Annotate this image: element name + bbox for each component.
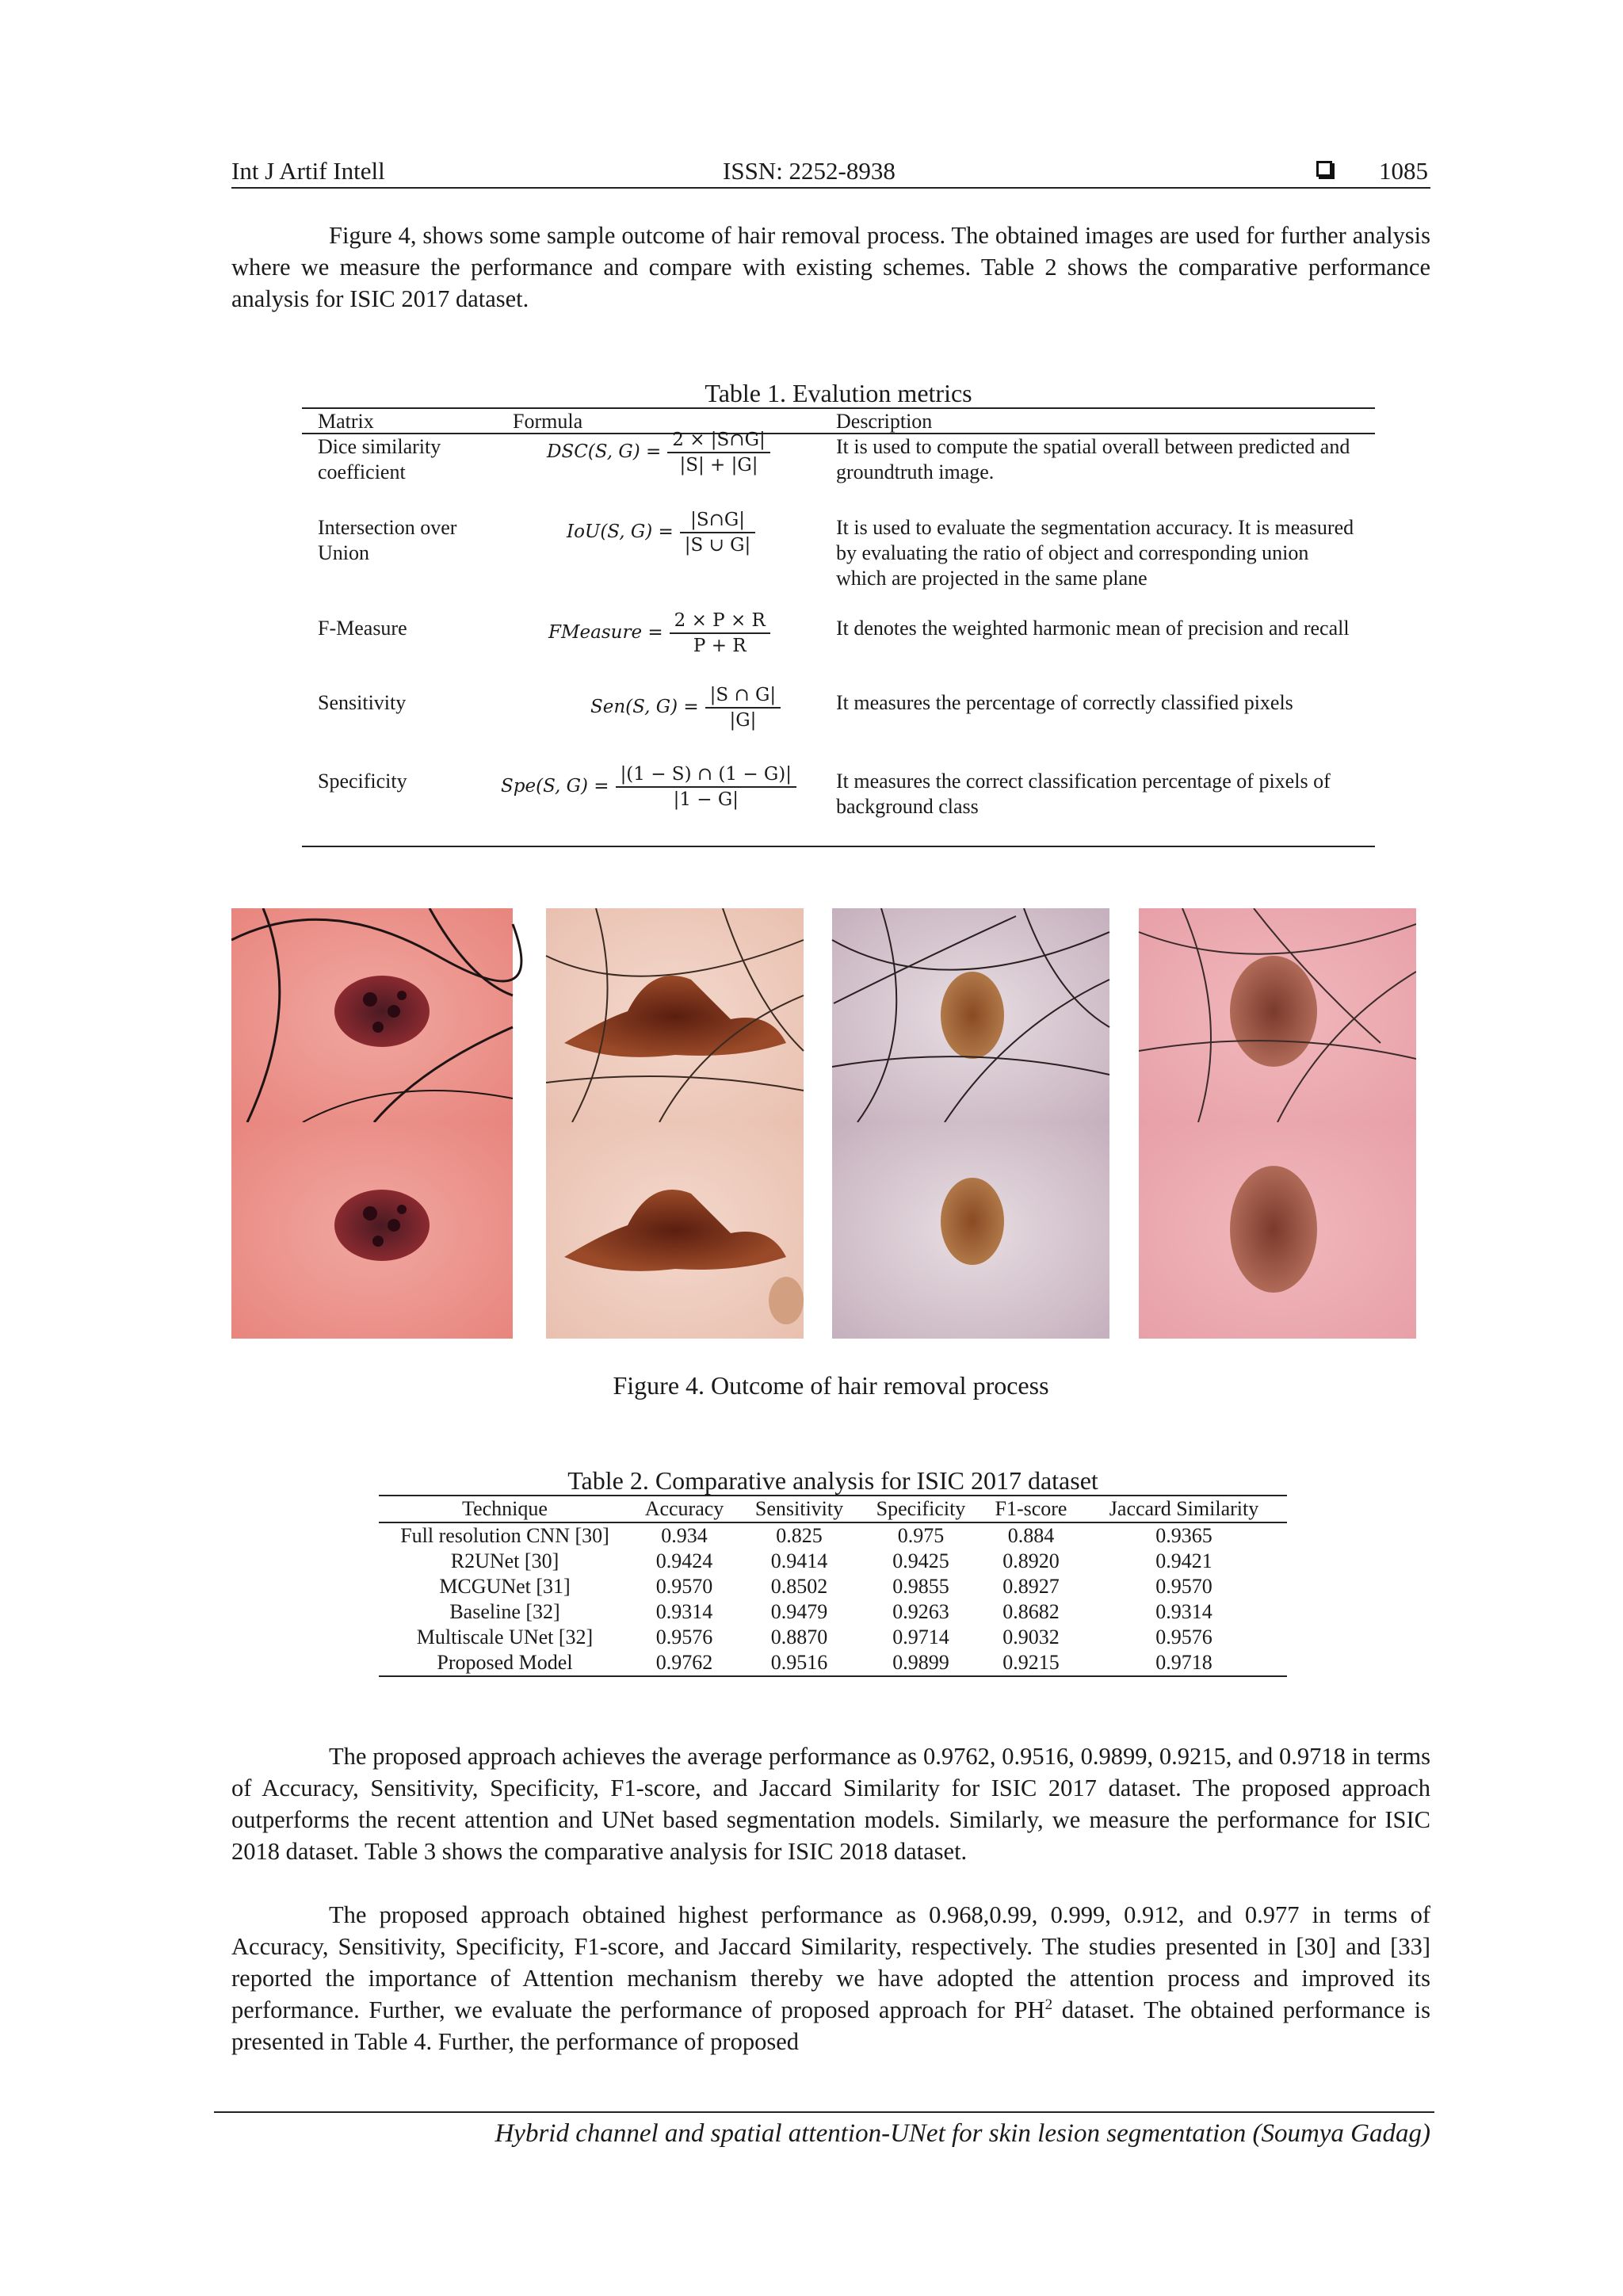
cell: 0.9576 [655,1626,713,1648]
cell: 0.9576 [1155,1626,1212,1648]
cell: 0.8927 [1002,1575,1060,1598]
denominator: |S ∪ G| [684,535,751,556]
superscript: 2 [1044,1996,1053,2013]
fraction [616,764,796,810]
denominator: P + R [693,636,747,656]
figure4-caption: Figure 4. Outcome of hair removal process [613,1371,1049,1400]
journal-name: Int J Artif Intell [231,157,385,185]
cell: 0.9855 [892,1575,949,1598]
metric-name-cont: Union [318,541,369,564]
lesion-3-with-hair [832,908,1109,1122]
fmeasure-formula [548,610,770,656]
lesion-3-hair-removed [832,1122,1109,1339]
metric-description: It is used to compute the spatial overall between predicted and groundtruth image. [836,435,1350,483]
cell: R2UNet [30] [450,1549,559,1572]
cell: 0.975 [897,1524,945,1547]
table1-header-description: Description [836,410,933,433]
fraction [667,430,769,476]
cell: 0.884 [1007,1524,1055,1547]
intro-text: Figure 4, shows some sample outcome of hair removal process. The obtained images are used for further analysis where we measure the performance and compare with existing schemes. Table 2 shows the comparative performance analysis for ISIC 2017 dataset. [231,222,1430,312]
dsc-formula [547,430,770,476]
table-row [379,1574,1287,1599]
metric-description: It denotes the weighted harmonic mean of precision and recall [836,617,1350,640]
lesion-4-with-hair [1139,908,1416,1122]
table-row [379,1599,1287,1625]
results-paragraph-2 [231,1899,1430,2057]
cell: 0.9479 [770,1600,828,1623]
cell: 0.9714 [892,1626,949,1648]
cell: 0.9570 [655,1575,713,1598]
metric-description: It measures the correct classification percentage of pixels of background class [836,770,1331,818]
paragraph-text: The proposed approach achieves the average performance as 0.9762, 0.9516, 0.9899, 0.9215, and 0.9718 in terms of Accuracy, Sensitivity, Specificity, F1-score, and Jaccard Similarity for ISIC 2017 dataset. The proposed approach outperforms the recent attention and UNet based segmentation models. Similarly, we measure the performance for ISIC 2018 dataset. Table 3 shows the comparative analysis for ISIC 2018 dataset. [231,1743,1430,1865]
fraction [680,510,756,556]
issn: ISSN: 2252-8938 [723,157,896,185]
metric-name: Specificity [318,770,407,793]
cell: 0.9032 [1002,1626,1060,1648]
table1-row [318,515,456,566]
cell: 0.9365 [1155,1524,1212,1547]
lesion-4-hair-removed [1139,1122,1416,1339]
cell: Full resolution CNN [30] [400,1524,609,1547]
numerator: 2 × |S∩G| [667,430,769,453]
fraction [705,685,781,731]
cell: 0.9421 [1155,1549,1212,1572]
metric-name-cont: coefficient [318,460,406,483]
lesion-1-with-hair [231,908,521,1122]
cell: Multiscale UNet [32] [416,1626,594,1648]
table1-bottom-rule [302,846,1375,847]
lesion-1-hair-removed [231,1122,513,1339]
formula-lhs: FMeasure = [548,622,663,643]
metric-description: It is used to evaluate the segmentation accuracy. It is measured by evaluating the ratio of object and corresponding union which are projected in the same plane [836,516,1354,590]
table-row [379,1650,1287,1676]
column-header: Sensitivity [738,1496,861,1522]
table1-row [318,616,407,641]
cell: 0.9718 [1081,1650,1287,1676]
cell: 0.9516 [738,1650,861,1676]
column-header: Specificity [861,1496,981,1522]
column-header: Jaccard Similarity [1081,1496,1287,1522]
denominator: |S| + |G| [679,455,758,476]
iou-formula [567,510,755,556]
paragraph-text-cont: dataset. The obtained performance is presented in Table 4. Further, the performance of proposed [231,1996,1430,2055]
table1-row [318,434,441,485]
numerator: |S ∩ G| [705,685,781,709]
table2-caption: Table 2. Comparative analysis for ISIC 2017 dataset [567,1466,1098,1495]
cell: 0.9424 [655,1549,713,1572]
numerator: 2 × P × R [670,610,770,634]
numerator: |S∩G| [680,510,756,533]
formula-lhs: DSC(S, G) = [547,441,662,462]
cell: 0.9263 [892,1600,949,1623]
cell: 0.9314 [1155,1600,1212,1623]
specificity-formula [501,764,796,810]
cell: Proposed Model [379,1650,631,1676]
metric-name: Sensitivity [318,691,407,714]
numerator: |(1 − S) ∩ (1 − G)| [616,764,796,788]
denominator: |1 − G| [673,789,739,810]
cell: Baseline [32] [449,1600,560,1623]
running-footer: Hybrid channel and spatial attention-UNet for skin lesion segmentation (Soumya Gadag) [495,2119,1430,2148]
cell: 0.8920 [1002,1549,1060,1572]
fraction [670,610,770,656]
table1-header-formula: Formula [513,410,583,433]
cell: 0.8870 [770,1626,828,1648]
cell: 0.934 [661,1524,708,1547]
table-row [379,1522,1287,1549]
column-header: Accuracy [631,1496,738,1522]
cell: 0.9899 [861,1650,981,1676]
cell: 0.825 [776,1524,823,1547]
metric-name: Dice similarity [318,435,441,458]
column-header: Technique [379,1496,631,1522]
cell: 0.9570 [1155,1575,1212,1598]
formula-lhs: IoU(S, G) = [567,521,674,542]
figure4-image-grid [231,908,1416,1339]
sensitivity-formula [590,685,781,731]
table2-header-row [379,1496,1287,1522]
formula-lhs: Spe(S, G) = [501,776,609,797]
table-row [379,1625,1287,1650]
figure-4 [231,908,1416,1339]
table1-header-matrix: Matrix [318,410,374,433]
cell: 0.9414 [770,1549,828,1572]
table2 [379,1495,1287,1677]
cell: 0.8502 [770,1575,828,1598]
table-row [379,1549,1287,1574]
footer-rule [214,2111,1434,2113]
cell: MCGUNet [31] [439,1575,571,1598]
lesion-2-with-hair [546,908,804,1122]
table2-grid [379,1495,1287,1677]
page-number: 1085 [1379,157,1428,185]
table1-row [318,769,407,794]
denominator: |G| [729,710,757,731]
column-header: F1-score [981,1496,1081,1522]
metric-name: Intersection over [318,516,457,539]
cell: 0.9215 [981,1650,1081,1676]
metric-description: It measures the percentage of correctly classified pixels [836,691,1293,714]
cell: 0.9314 [655,1600,713,1623]
lesion-2-hair-removed [546,1122,804,1339]
metric-name: F-Measure [318,617,407,640]
table1-caption: Table 1. Evalution metrics [705,379,972,407]
paragraph-text: The proposed approach obtained highest performance as 0.968,0.99, 0.999, 0.912, and 0.977 in terms of Accuracy, Sensitivity, Specificity, F1-score, and Jaccard Similarity, respectively. The studies presented in [30] and [33] reported the importance of Attention mechanism thereby we have adopted the attention process and improved its performance. Further, we evaluate the performance of proposed approach for PH [231,1901,1430,2023]
formula-lhs: Sen(S, G) = [590,697,699,717]
cell: 0.8682 [1002,1600,1060,1623]
results-paragraph-1 [231,1740,1430,1867]
table1-row [318,690,406,716]
intro-paragraph [231,220,1430,315]
cell: 0.9762 [631,1650,738,1676]
header-rule [231,187,1430,189]
checkbox-icon [1316,161,1332,177]
cell: 0.9425 [892,1549,949,1572]
